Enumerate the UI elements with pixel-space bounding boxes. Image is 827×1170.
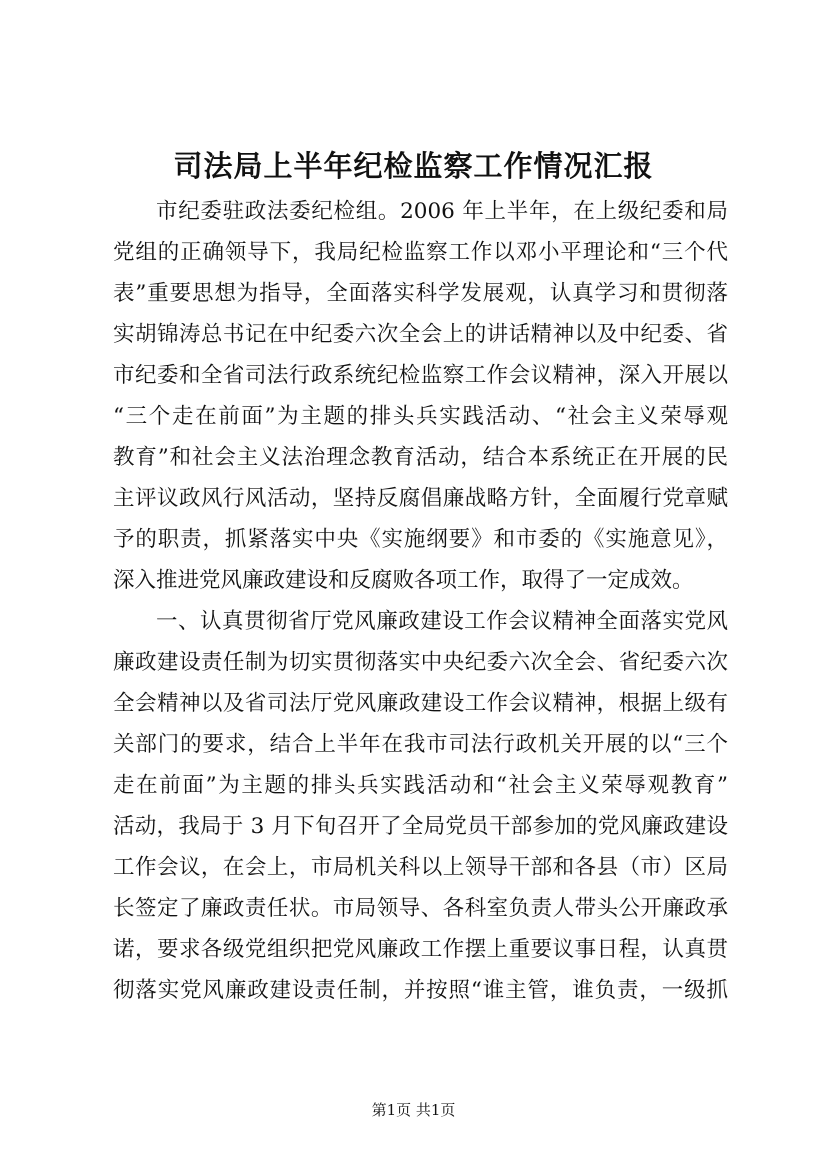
text-line: “三个走在前面”为主题的排头兵实践活动、“社会主义荣辱观	[113, 404, 728, 429]
text-line: 彻落实党风廉政建设责任制，并按照“谁主管，谁负责，一级抓	[113, 978, 728, 1003]
text-line: 活动，我局于 3 月下旬召开了全局党员干部参加的党风廉政建设	[113, 814, 728, 839]
document-title: 司法局上半年纪检监察工作情况汇报	[173, 149, 654, 183]
page-number-footer: 第1页 共1页	[371, 1101, 456, 1119]
text-line: 廉政建设责任制为切实贯彻落实中央纪委六次全会、省纪委六次	[113, 650, 728, 675]
text-line: 深入推进党风廉政建设和反腐败各项工作，取得了一定成效。	[113, 568, 694, 593]
text-line: 主评议政风行风活动，坚持反腐倡廉战略方针，全面履行党章赋	[113, 486, 728, 511]
text-line: 表”重要思想为指导，全面落实科学发展观，认真学习和贯彻落	[113, 281, 728, 306]
text-line: 走在前面”为主题的排头兵实践活动和“社会主义荣辱观教育”	[113, 773, 728, 798]
paragraph-1	[113, 191, 728, 601]
text-line: 实胡锦涛总书记在中纪委六次全会上的讲话精神以及中纪委、省	[113, 322, 728, 347]
text-line: 长签定了廉政责任状。市局领导、各科室负责人带头公开廉政承	[113, 896, 728, 921]
text-line: 党组的正确领导下，我局纪检监察工作以邓小平理论和“三个代	[113, 240, 728, 265]
text-line: 工作会议，在会上，市局机关科以上领导干部和各县（市）区局	[113, 855, 728, 880]
text-line: 予的职责，抓紧落实中央《实施纲要》和市委的《实施意见》，	[113, 527, 728, 552]
text-line: 关部门的要求，结合上半年在我市司法行政机关开展的以“三个	[113, 732, 728, 757]
text-line: 诺，要求各级党组织把党风廉政工作摆上重要议事日程，认真贯	[113, 937, 728, 962]
text-line: 市纪委和全省司法行政系统纪检监察工作会议精神，深入开展以	[113, 363, 728, 388]
paragraph-2	[113, 601, 728, 1011]
text-line: 教育”和社会主义法治理念教育活动，结合本系统正在开展的民	[113, 445, 728, 470]
text-line: 市纪委驻政法委纪检组。2006 年上半年，在上级纪委和局	[156, 199, 728, 224]
text-line: 一、认真贯彻省厅党风廉政建设工作会议精神全面落实党风	[156, 609, 728, 634]
text-line: 全会精神以及省司法厅党风廉政建设工作会议精神，根据上级有	[113, 691, 728, 716]
document-body	[113, 191, 728, 1011]
